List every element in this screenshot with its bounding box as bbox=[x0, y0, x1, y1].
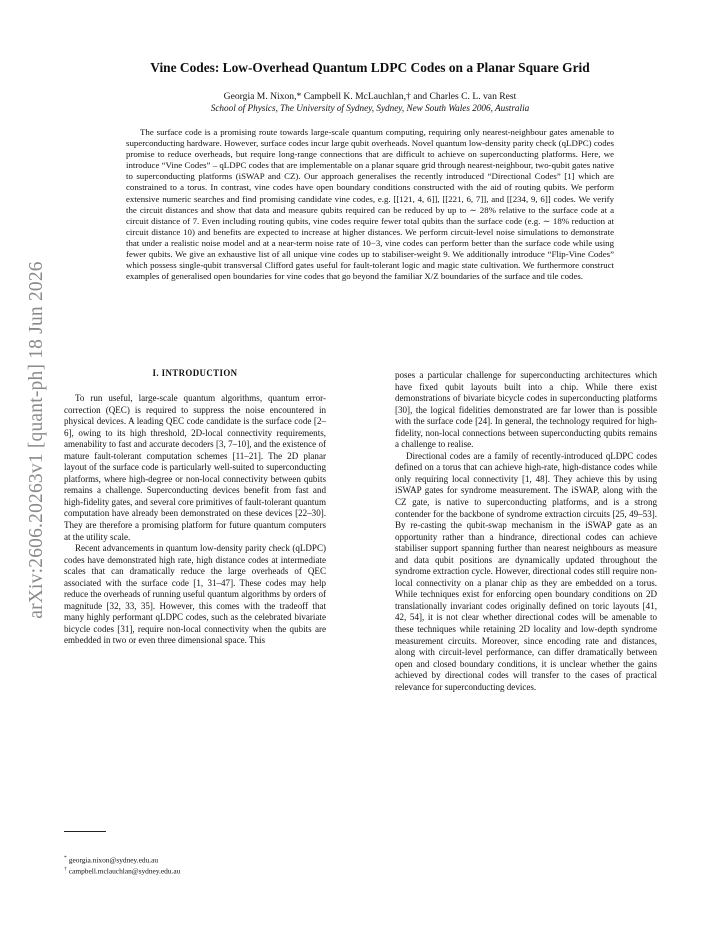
footnote-1 bbox=[64, 854, 326, 865]
arxiv-identifier-text: arXiv:2606.20263v1 [quant-ph] 18 Jun 2026 bbox=[26, 261, 48, 619]
footnote-2-email[interactable]: campbell.mclauchlan@sydney.edu.au bbox=[68, 866, 181, 876]
footnote-1-email[interactable]: georgia.nixon@sydney.edu.au bbox=[68, 855, 159, 865]
footnotes bbox=[64, 854, 326, 877]
author-affiliation: School of Physics, The University of Sydney, Sydney, New South Wales 2006, Australia bbox=[210, 103, 530, 113]
footnote-2 bbox=[64, 865, 326, 876]
footnote-2-mark: † bbox=[64, 866, 67, 873]
body-paragraph-4: Directional codes are a family of recently-introduced qLDPC codes defined on a torus that can achieve high-rate, high-distance codes while only requiring local connectivity [1, 48]. They achieve this by using iSWAP gates for syndrome measurement. The iSWAP, along with the CZ gate, is native to superconducting platforms, and is a strong contender for the backbone of syndrome extraction circuits [25, 49–53]. By re-casting the qubit-swap mechanism in the iSWAP gate as an opportunity rather than a hindrance, directional codes can achieve stabiliser support spanning further than nearest neighbours as measure and data qubit positions are dynamically updated throughout the syndrome extraction cycle. However, directional codes still require non-local connectivity on a planar chip as they are embedded on a torus. While techniques exist for enforcing open boundary conditions on 2D translationally invariant codes originally defined on toric layouts [41, 42, 54], it is not clear whether directional codes will be amenable to these techniques while retaining 2D locality and low-depth syndrome measurement circuits. Moreover, since encoding rate and distances, along with circuit-level performance, can differ dramatically between open and closed boundary conditions, it is unclear whether the gains achieved by directional codes will transfer to the cases of practical relevance for superconducting devices. bbox=[395, 450, 657, 692]
body-paragraph-2: Recent advancements in quantum low-density parity check (qLDPC) codes have demonstrated high rate, high distance codes at intermediate scales that can dramatically reduce the large overheads of QEC associated with the surface code [1, 31–47]. These codes may help reduce the overheads of running useful quantum algorithms by orders of magnitude [32, 33, 35]. However, this comes with the tradeoff that many highly performant qLDPC codes, such as the celebrated bivariate bicycle codes [31], require non-local connectivity when the qubits are embedded in two or even three dimensional space. This bbox=[64, 543, 326, 646]
footnote-1-mark: * bbox=[64, 855, 67, 861]
abstract: The surface code is a promising route towards large-scale quantum computing, requiring only nearest-neighbour gates amenable to superconducting hardware. However, surface codes incur large qubit overheads. Novel quantum low-density parity check (qLDPC) codes promise to reduce overheads, but require long-range connections that are difficult to achieve on superconducting platforms. Here, we introduce “Vine Codes” – qLDPC codes that are implementable on a planar square grid through nearest-neighbour, two-qubit gates native to superconducting platforms (iSWAP and CZ). Our approach generalises the recently introduced “Directional Codes” [1] which are constrained to a torus. In contrast, vine codes have open boundary conditions constructed with the aid of routing qubits. We perform extensive numeric searches and find promising candidate vine codes, e.g. [[121, 4, 6]], [[221, 6, 7]], and [[234, 9, 6]] codes. We verify the circuit distances and show that data and measure qubits required can be reduced by up to ∼ 28% relative to the surface code at a circuit distance of 7. Even including routing qubits, vine codes require fewer total qubits than the surface code (e.g. ∼ 18% reduction at circuit distance 10) and benefits are expected to increase at higher distances. We perform circuit-level noise simulations to demonstrate that under a realistic noise model and at a near-term noise rate of 10−3, vine codes can perform better than the surface code while using fewer qubits. We give an exhaustive list of all unique vine codes up to stabiliser-weight 9. We additionally introduce “Flip-Vine Codes” which possess single-qubit transversal Clifford gates useful for fault-tolerant logic and magic state cultivation. We furthermore construct examples of generalised open boundaries for vine codes that go beyond the familiar X/Z boundaries of the surface and tile codes. bbox=[126, 127, 614, 282]
paper-title: Vine Codes: Low-Overhead Quantum LDPC Codes on a Planar Square Grid bbox=[150, 60, 590, 75]
right-column bbox=[395, 370, 657, 693]
arxiv-identifier-stamp bbox=[12, 230, 62, 650]
section-heading-introduction: I. INTRODUCTION bbox=[152, 368, 238, 378]
author-list: Georgia M. Nixon,* Campbell K. McLauchlan,† and Charles C. L. van Rest bbox=[223, 91, 517, 102]
footnote-divider bbox=[64, 831, 106, 832]
body-paragraph-1: To run useful, large-scale quantum algorithms, quantum error-correction (QEC) is required to suppress the noise encountered in physical devices. A leading QEC code candidate is the surface code [2–6], owing to its high threshold, 2D-local connectivity requirements, amenability to fast and accurate decoders [3, 7–10], and the existence of mature fault-tolerant computation schemes [11–21]. The 2D planar layout of the surface code is particularly well-suited to superconducting platforms, where high-degree or non-local connectivity between qubits remains a challenge. Superconducting devices benefit from fast and high-fidelity gates, and several core primitives of fault-tolerant quantum computation have already been demonstrated on these devices [22–30]. They are therefore a promising platform for future quantum computers at the utility scale. bbox=[64, 393, 326, 542]
left-column bbox=[64, 393, 326, 647]
body-paragraph-3: poses a particular challenge for superconducting architectures which have fixed qubit layouts built into a chip. While there exist demonstrations of bivariate bicycle codes in superconducting platforms [30], the logical fidelities demonstrated are far lower than is possible with the surface code [24]. In general, the technology required for high-fidelity, non-local connections between superconducting qubits remains a challenge to realise. bbox=[395, 370, 657, 450]
